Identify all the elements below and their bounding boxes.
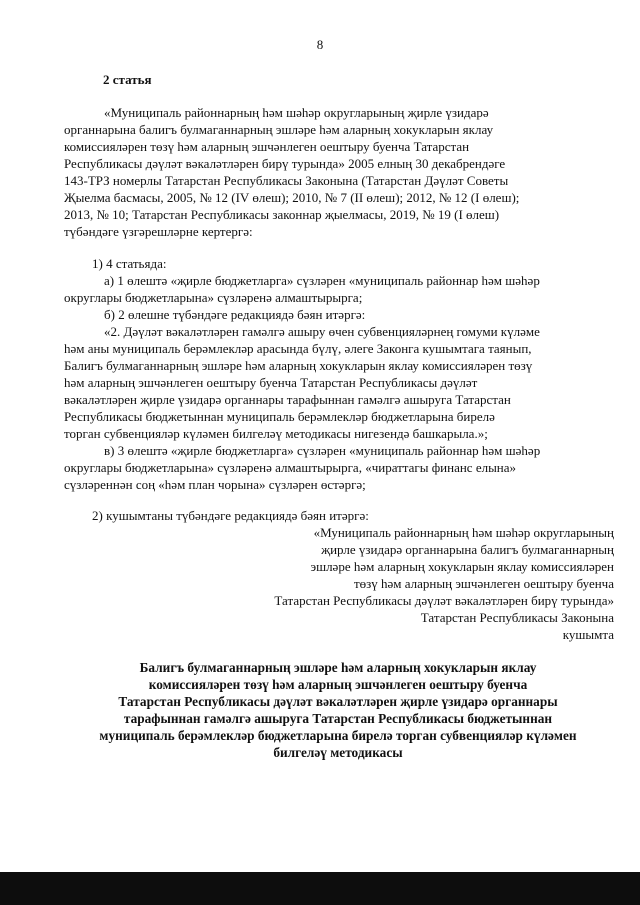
intro-line: Җыелма басмасы, 2005, № 12 (IV өлеш); 2010, № 7 (II өлеш); 2012, № 12 (I өлеш); [64,190,520,205]
methodology-title-line: комиссияләрен төзү һәм аларның эшчәнлеген оештыру буенча [148,677,528,692]
item-1-sub-v-line: сүзләреннән соң «һәм план чорына» сүзләрен өстәргә; [64,477,366,492]
appendix-reference-line: «Муниципаль районнарның һәм шәһәр округларының [313,525,614,540]
methodology-title-line: муниципаль берәмлекләр бюджетларына бирелә торган субвенцияләр күләмен [99,728,577,743]
item-2 [64,507,616,524]
methodology-title-line: билгеләү методикасы [273,745,403,760]
intro-line: «Муниципаль районнарның һәм шәһәр округларының җирле үзидарә [104,105,489,120]
item-1-quote-line: вәкаләтләрен җирле үзидарә органнары тарафыннан гамәлгә ашыруга Татарстан [64,392,511,407]
item-1-sub-v-line: округлары бюджетларына» сүзләренә алмаштырырга, «чираттагы финанс елына» [64,460,517,475]
page-number: 8 [316,37,324,52]
item-1-quote-line: һәм аны муниципаль берәмлекләр арасында бүлү, әлеге Законга кушымтага таянып, [64,341,532,356]
intro-line: Республикасы дәүләт вәкаләтләрен бирү турында» 2005 елның 30 декабрендәге [64,156,506,171]
methodology-title-line: Татарстан Республикасы дәүләт вәкаләтләрен җирле үзидарә органнары [118,694,558,709]
intro-line: түбәндәге үзгәрешләрне кертергә: [64,224,253,239]
intro-line: 143-ТРЗ номерлы Татарстан Республикасы Законына (Татарстан Дәүләт Советы [64,173,509,188]
item-1-heading: 1) 4 статьяда: [92,256,167,271]
appendix-reference-line: төзү һәм аларның эшчәнлеген оештыру буенча [353,576,614,591]
appendix-reference-line: Татарстан Республикасы Законына [420,610,614,625]
item-1-sub-b: б) 2 өлешне түбәндәге редакциядә бәян итәргә: [104,307,366,322]
item-1-quote-line: Балигъ булмаганнарның эшләре һәм аларның хокукларын яклау комиссияләрен төзү [64,358,533,373]
appendix-reference-line: җирле үзидарә органнарына балигъ булмаганнарның [321,542,614,557]
intro-paragraph [64,104,616,240]
appendix-reference [174,524,614,643]
item-1-quote-line: һәм аларның эшчәнлеген оештыру буенча Татарстан Республикасы дәүләт [64,375,478,390]
article-heading: 2 статья [103,72,152,87]
item-1-sub-a-line: а) 1 өлештә «җирле бюджетларга» сүзләрен «муниципаль районнар һәм шәһәр [104,273,540,288]
methodology-title-line: Балигъ булмаганнарның эшләре һәм аларның хокукларын яклау [139,660,537,675]
methodology-title [58,659,618,761]
appendix-reference-line: кушымта [562,627,614,642]
intro-line: органнарына балигъ булмаганнарның эшләре һәм аларның хокукларын яклау [64,122,494,137]
item-1-quote-line: «2. Дәүләт вәкаләтләрен гамәлгә ашыру өчен субвенцияләрнең гомуми күләме [104,324,540,339]
item-1-quote-line: Республикасы бюджетыннан муниципаль берәмлекләр бюджетларына бирелә [64,409,495,424]
methodology-title-line: тарафыннан гамәлгә ашыруга Татарстан Республикасы бюджетыннан [123,711,553,726]
appendix-reference-line: Татарстан Республикасы дәүләт вәкаләтләрен бирү турында» [274,593,614,608]
intro-line: 2013, № 10; Татарстан Республикасы законнар җыелмасы, 2019, № 19 (I өлеш) [64,207,500,222]
item-1-sub-v-line: в) 3 өлештә «җирле бюджетларга» сүзләрен «муниципаль районнар һәм шәһәр [104,443,541,458]
item-1 [64,255,616,493]
item-2-heading: 2) кушымтаны түбәндәге редакциядә бәян итәргә: [92,508,369,523]
appendix-reference-line: эшләре һәм аларның хокукларын яклау комиссияләрен [310,559,614,574]
intro-line: комиссияләрен төзү һәм аларның эшчәнлеген оештыру буенча Татарстан [64,139,470,154]
item-1-sub-a-line: округлары бюджетларына» сүзләренә алмаштырырга; [64,290,363,305]
scan-edge-bar [0,872,640,905]
item-1-quote-line: торган субвенцияләр күләмен билгеләү методикасы нигезендә башкарыла.»; [64,426,488,441]
